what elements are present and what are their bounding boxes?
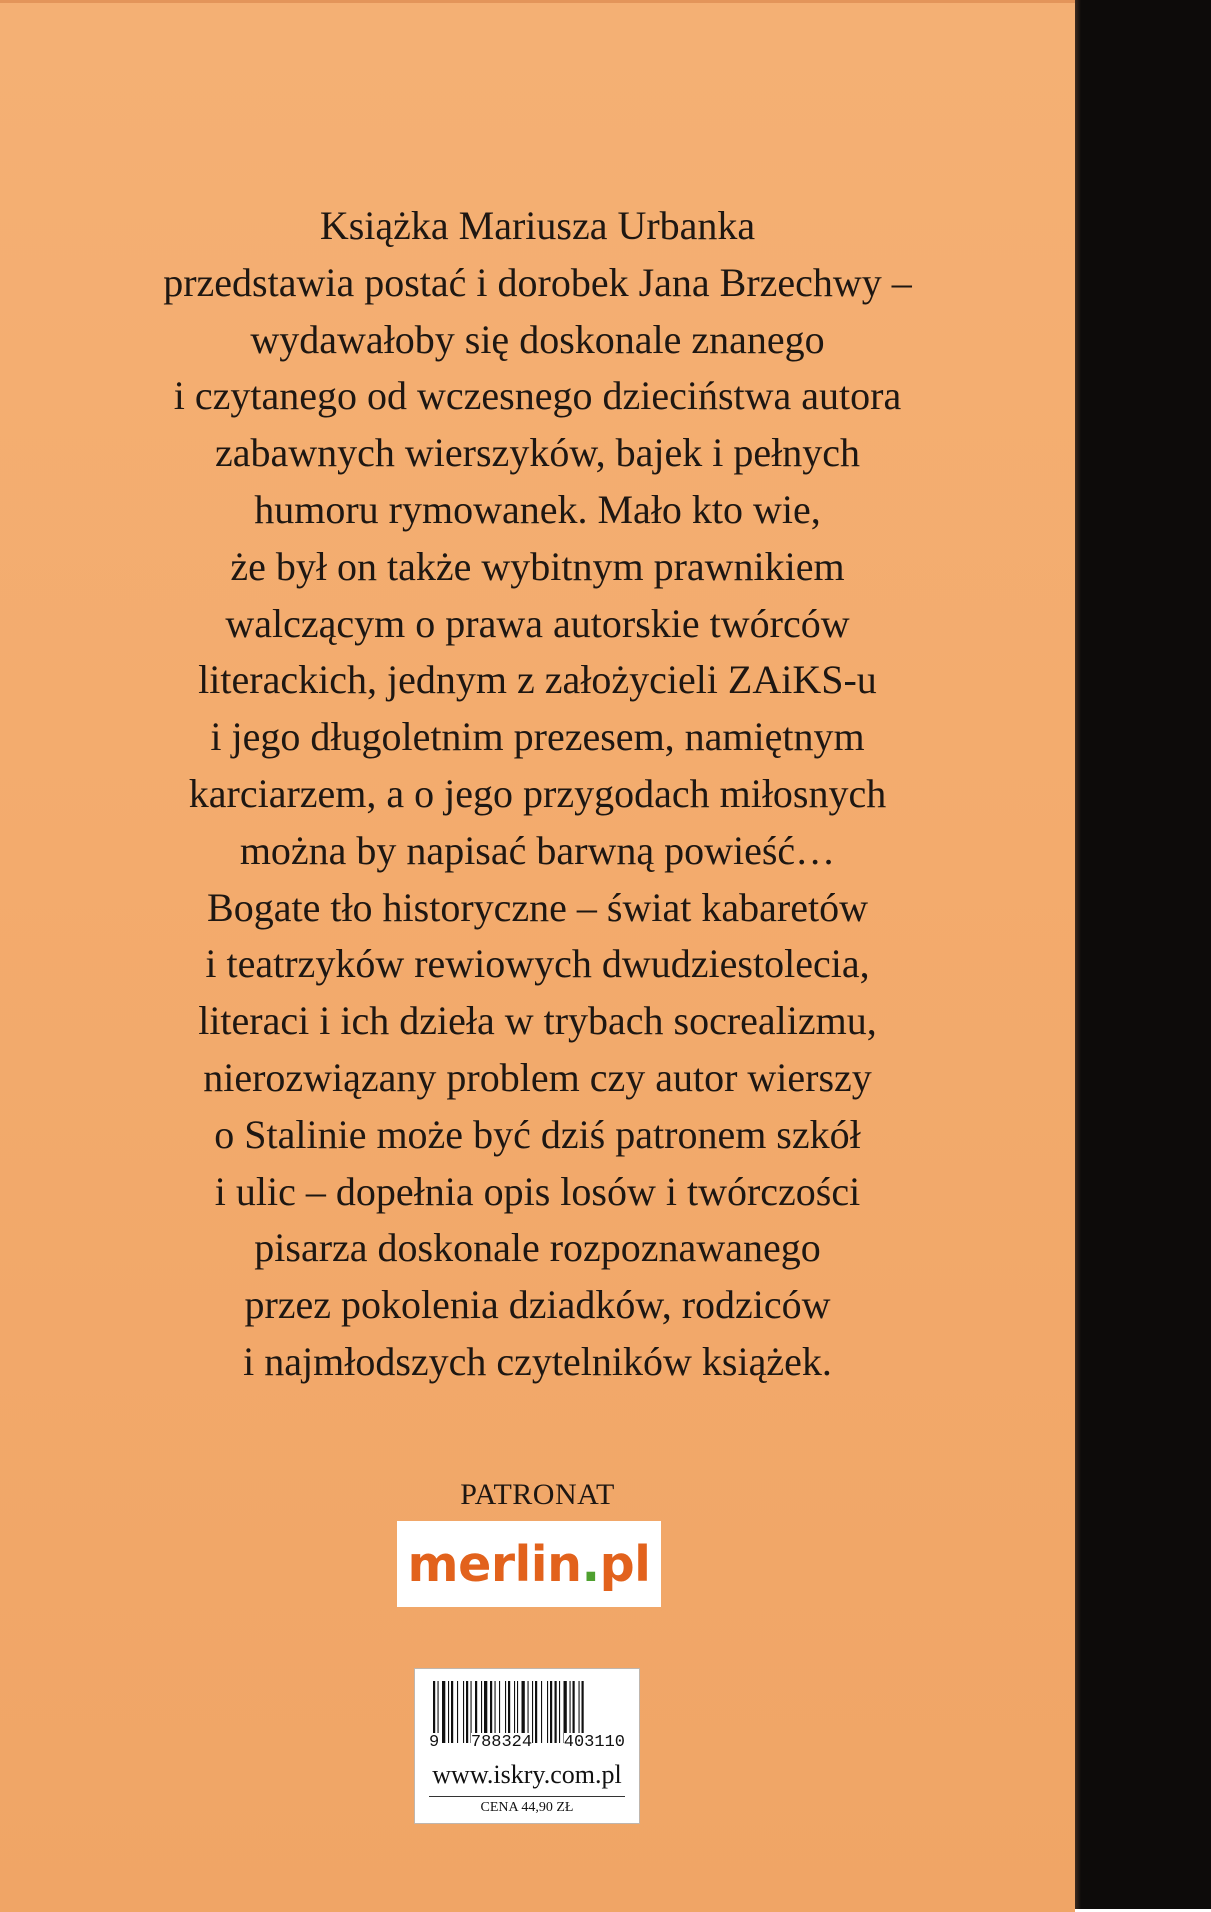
merlin-logo-main: merlin (407, 1535, 582, 1593)
publisher-url: www.iskry.com.pl (432, 1760, 622, 1789)
barcode-digit-group: 403110 (563, 1733, 625, 1752)
spine-edge (1075, 0, 1211, 1909)
barcode-digits (429, 1733, 625, 1752)
merlin-logo-tld: pl (599, 1535, 651, 1593)
blurb-line: zabawnych wierszyków, bajek i pełnych (215, 430, 860, 476)
isbn-barcode-sticker (414, 1668, 640, 1824)
blurb-line: walczącym o prawa autorskie twórców (225, 600, 850, 646)
blurb-line: i czytanego od wczesnego dzieciństwa autora (173, 373, 902, 419)
blurb-line: literackich, jednym z założycieli ZAiKS-u (198, 657, 877, 703)
blurb-line: że był on także wybitnym prawnikiem (230, 543, 845, 589)
blurb-line: pisarza doskonale rozpoznawanego (254, 1225, 821, 1271)
blurb-line: karciarzem, a o jego przygodach miłosnych (188, 770, 887, 816)
blurb-line: i najmłodszych czytelników książek. (243, 1338, 832, 1384)
blurb-line: przez pokolenia dziadków, rodziców (244, 1282, 831, 1328)
blurb-line: przedstawia postać i dorobek Jana Brzechwy – (163, 259, 912, 305)
patronat-label: PATRONAT (460, 1478, 615, 1511)
blurb-line: i ulic – dopełnia opis losów i twórczości (214, 1168, 861, 1214)
blurb-line: nierozwiązany problem czy autor wierszy (203, 1054, 872, 1100)
blurb-line: i teatrzyków rewiowych dwudziestolecia, (205, 941, 870, 987)
blurb-line: humoru rymowanek. Mało kto wie, (254, 486, 821, 532)
blurb-line: i jego długoletnim prezesem, namiętnym (210, 714, 865, 760)
blurb-line: o Stalinie może być dziś patronem szkół (214, 1111, 861, 1157)
blurb-line: można by napisać barwną powieść… (239, 827, 836, 873)
merlin-logo (397, 1521, 661, 1607)
price-divider (429, 1796, 625, 1797)
barcode-digit-group: 9 (429, 1733, 440, 1752)
price-label: CENA 44,90 ZŁ (480, 1800, 574, 1815)
blurb-line: literaci i ich dzieła w trybach socrealizmu, (198, 998, 877, 1044)
blurb-line: Książka Mariusza Urbanka (319, 203, 756, 248)
blurb-line: Bogate tło historyczne – świat kabaretów (207, 884, 868, 930)
barcode-digit-group: 788324 (470, 1733, 533, 1752)
merlin-logo-dot: . (581, 1535, 600, 1593)
blurb-line: wydawałoby się doskonale znanego (250, 316, 825, 362)
blurb-text (0, 198, 1075, 1391)
